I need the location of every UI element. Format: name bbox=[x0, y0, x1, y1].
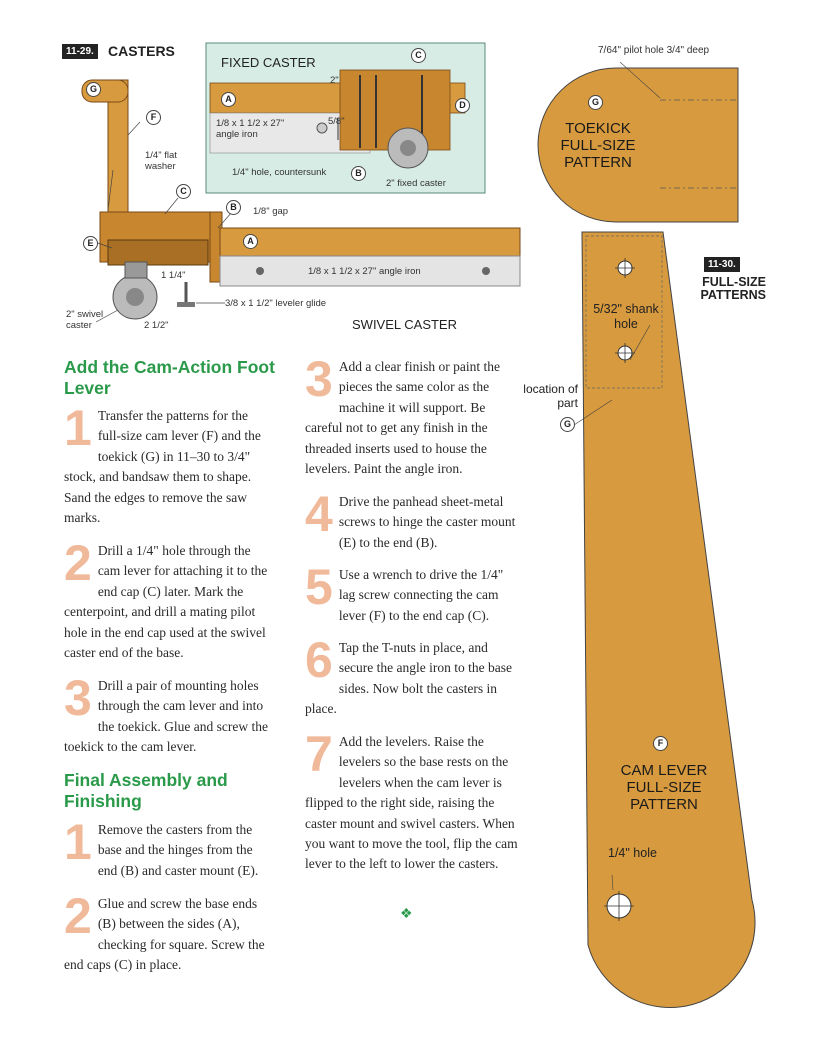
inset-angle-iron-label: 1/8 x 1 1/2 x 27" angle iron bbox=[216, 118, 285, 140]
patterns-drawing bbox=[520, 40, 832, 1050]
heading-final-assembly: Final Assembly and Finishing bbox=[64, 770, 228, 811]
step-text: Tap the T-nuts in place, and secure the angle iron to the base sides. Now bolt the casters in place. bbox=[305, 640, 512, 717]
step-text: Glue and screw the base ends (B) between the sides (A), checking for square. Screw the end caps (C) in place. bbox=[64, 896, 265, 973]
callout-d-inset: D bbox=[455, 98, 470, 113]
step-text: Remove the casters from the base and the hinges from the end (B) and caster mount (E). bbox=[97, 822, 259, 878]
inset-dim-5-8: 5/8" bbox=[328, 116, 345, 127]
left-step-final-2 bbox=[64, 888, 274, 976]
inset-dim-2: 2" bbox=[330, 75, 339, 86]
callout-e: E bbox=[83, 236, 98, 251]
dropcap: 2 bbox=[64, 888, 92, 944]
figure-title-casters: CASTERS bbox=[108, 43, 175, 59]
step-text: Drill a 1/4" hole through the cam lever for attaching it to the end cap (C) later. Mark the centerpoint, and drill a mating pilot hole in the end cap used at the swivel caster end of the base. bbox=[64, 543, 268, 661]
callout-g-location: G bbox=[560, 417, 575, 432]
step-text: Use a wrench to drive the 1/4" lag screw connecting the cam lever (F) to the end cap (C). bbox=[338, 567, 504, 623]
dropcap: 7 bbox=[305, 726, 333, 782]
inset-hole-label: 1/4" hole, countersunk bbox=[232, 167, 327, 178]
inset-title-fixed-caster: FIXED CASTER bbox=[221, 55, 316, 70]
inset-fixed-caster-label: 2" fixed caster bbox=[386, 178, 446, 189]
dropcap: 4 bbox=[305, 486, 333, 542]
callout-c-inset: C bbox=[411, 48, 426, 63]
gap-label: 1/8" gap bbox=[253, 206, 289, 217]
callout-g-toekick: G bbox=[588, 95, 603, 110]
mid-step-7 bbox=[305, 726, 520, 875]
step-text: Add a clear finish or paint the pieces the same color as the machine it will support. Be careful not to get any finish in the threaded inserts used to house the levelers. Paint the angle iron. bbox=[305, 359, 501, 477]
dropcap: 1 bbox=[64, 400, 92, 456]
dropcap: 3 bbox=[305, 351, 333, 407]
step-text: Add the levelers. Raise the levelers so the base rests on the levelers when the cam lever is flipped to the right side, raising the caster mount and swivel casters. When you want to move the tool, flip the cam lever to the left to lower the casters. bbox=[305, 734, 518, 872]
end-ornament: ❖ bbox=[400, 907, 413, 922]
callout-b: B bbox=[226, 200, 241, 215]
step-text: Drive the panhead sheet-metal screws to hinge the caster mount (E) to the end (B). bbox=[338, 494, 516, 550]
callout-a: A bbox=[243, 234, 258, 249]
dropcap: 1 bbox=[64, 814, 92, 870]
pilot-hole-label: 7/64" pilot hole 3/4" deep bbox=[598, 45, 710, 56]
callout-f-cam: F bbox=[653, 736, 668, 751]
callout-b-inset: B bbox=[351, 166, 366, 181]
location-of-part-label: location of part bbox=[523, 382, 578, 410]
dim-2-1-2: 2 1/2" bbox=[144, 320, 169, 331]
mid-step-3 bbox=[305, 351, 520, 479]
dim-1-1-4: 1 1/4" bbox=[161, 270, 186, 281]
swivel-caster-label: 2" swivel caster bbox=[66, 309, 104, 331]
callout-f: F bbox=[146, 110, 161, 125]
quarter-hole-label: 1/4" hole bbox=[608, 846, 657, 860]
left-step-2 bbox=[64, 535, 272, 663]
cam-lever-pattern-label: CAM LEVER FULL-SIZE PATTERN bbox=[620, 762, 708, 813]
callout-a-inset: A bbox=[221, 92, 236, 107]
left-step-final-1 bbox=[64, 814, 272, 881]
leveler-glide-label: 3/8 x 1 1/2" leveler glide bbox=[225, 298, 327, 309]
flat-washer-label: 1/4" flat washer bbox=[145, 150, 177, 172]
left-step-1 bbox=[64, 400, 272, 528]
step-text: Transfer the patterns for the full-size cam lever (F) and the toekick (G) in 11–30 to 3/4" stock, and bandsaw them to shape. Sand the edges to remove the saw marks. bbox=[64, 408, 261, 526]
dropcap: 6 bbox=[305, 632, 333, 688]
mid-step-4 bbox=[305, 486, 520, 553]
callout-c: C bbox=[176, 184, 191, 199]
step-text: Drill a pair of mounting holes through the cam lever and into the toekick. Glue and screw the toekick to the cam lever. bbox=[64, 678, 268, 755]
dropcap: 3 bbox=[64, 670, 92, 726]
dropcap: 5 bbox=[305, 559, 333, 615]
figure-number-11-29: 11-29. bbox=[62, 44, 98, 59]
angle-iron-label: 1/8 x 1 1/2 x 27" angle iron bbox=[308, 266, 421, 277]
dropcap: 2 bbox=[64, 535, 92, 591]
mid-step-6 bbox=[305, 632, 520, 720]
callout-g: G bbox=[86, 82, 101, 97]
heading-cam-action-foot-lever: Add the Cam-Action Foot Lever bbox=[64, 357, 275, 398]
swivel-caster-title: SWIVEL CASTER bbox=[352, 317, 457, 332]
mid-step-5 bbox=[305, 559, 520, 626]
toekick-pattern-label: TOEKICK FULL-SIZE PATTERN bbox=[560, 120, 636, 171]
shank-hole-label: 5/32" shank hole bbox=[593, 302, 659, 331]
figure-title-full-size-patterns: FULL-SIZE PATTERNS bbox=[700, 275, 766, 302]
figure-number-11-30: 11-30. bbox=[704, 257, 740, 272]
left-step-3 bbox=[64, 670, 272, 758]
